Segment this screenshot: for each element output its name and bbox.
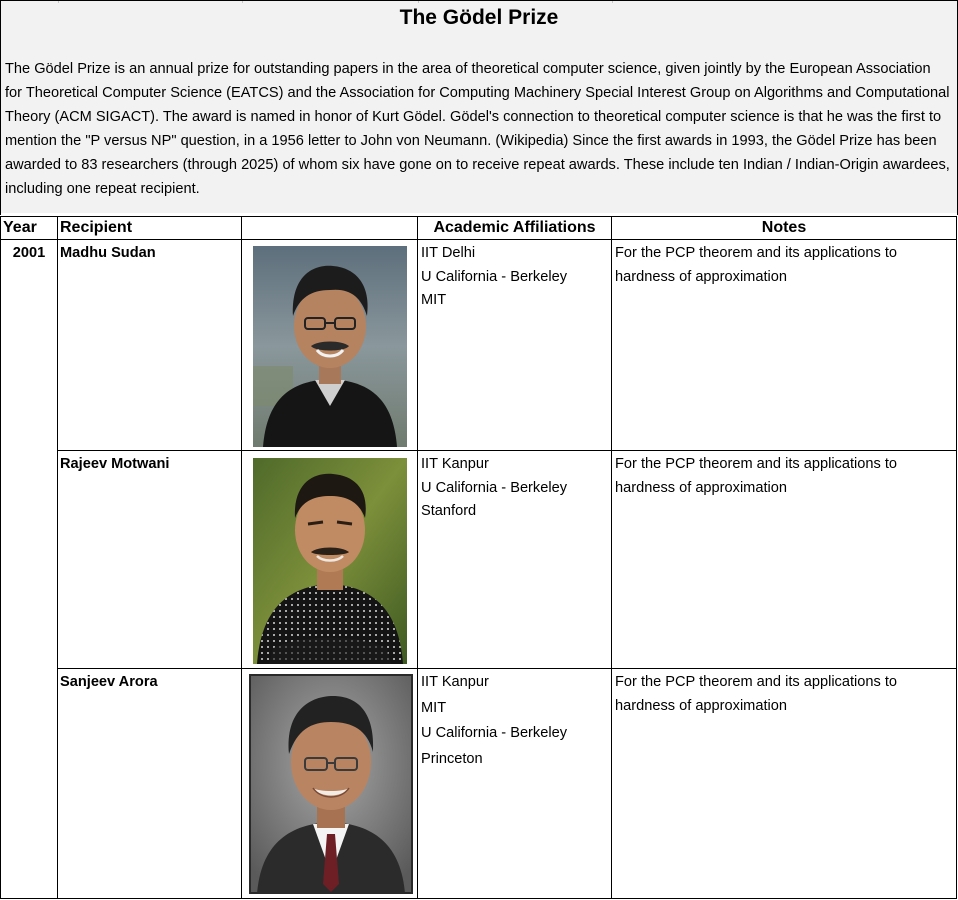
affiliation-item: MIT [421, 699, 447, 716]
affiliations-cell[interactable] [417, 450, 612, 669]
recipient-cell[interactable]: Madhu Sudan [57, 239, 242, 451]
page-title: The Gödel Prize [399, 6, 559, 29]
notes-cell[interactable]: For the PCP theorem and its applications to hardness of approximation [611, 668, 957, 899]
header-photo[interactable] [241, 216, 418, 240]
portrait-photo-icon [253, 246, 407, 447]
affiliation-item: U California - Berkeley [421, 725, 567, 741]
affiliation-item: MIT [421, 292, 447, 308]
portrait-photo-icon [253, 458, 407, 664]
cell-gridline [242, 1, 243, 3]
header-notes[interactable]: Notes [611, 216, 957, 240]
cell-gridline [612, 1, 613, 3]
header-recipient[interactable]: Recipient [57, 216, 242, 240]
notes-cell[interactable]: For the PCP theorem and its applications to hardness of approximation [611, 239, 957, 451]
spacer-row [0, 213, 958, 215]
portrait-photo-icon [249, 674, 413, 894]
affiliation-item: Princeton [421, 750, 483, 767]
intro-cell[interactable] [0, 35, 958, 213]
recipient-cell[interactable]: Sanjeev Arora [57, 668, 242, 899]
affiliation-item: IIT Kanpur [421, 456, 489, 472]
affiliations-cell[interactable] [417, 668, 612, 899]
affiliation-item: U California - Berkeley [421, 268, 567, 285]
title-cell[interactable] [0, 0, 958, 36]
notes-cell[interactable]: For the PCP theorem and its applications to hardness of approximation [611, 450, 957, 669]
affiliation-item: U California - Berkeley [421, 479, 567, 496]
cell-gridline [418, 1, 419, 3]
intro-text: The Gödel Prize is an annual prize for outstanding papers in the area of theoretical computer science, given jointly by the European Association for Theoretical Computer Science (EATCS) and the Association for Computing Machinery Special Interest Group on Algorithms and Computational Theory (ACM SIGACT). The award is named in honor of Kurt Gödel. Gödel's connection to theoretical computer science is that he was the first to mention the "P versus NP" question, in a 1956 letter to John von Neumann. (Wikipedia) Since the first awards in 1993, the Gödel Prize has been awarded to 83 researchers (through 2025) of whom six have gone on to receive repeat awards. These include ten Indian / Indian-Origin awardees, including one repeat recipient. [5, 61, 950, 197]
year-cell[interactable]: 2001 [0, 239, 58, 899]
affiliations-cell[interactable] [417, 239, 612, 451]
cell-gridline [58, 1, 59, 3]
affiliation-item: Stanford [421, 503, 477, 519]
header-affiliations[interactable]: Academic Affiliations [417, 216, 612, 240]
affiliation-item: IIT Delhi [421, 245, 476, 261]
affiliation-item: IIT Kanpur [421, 674, 489, 690]
recipient-cell[interactable]: Rajeev Motwani [57, 450, 242, 669]
header-year[interactable]: Year [0, 216, 58, 240]
